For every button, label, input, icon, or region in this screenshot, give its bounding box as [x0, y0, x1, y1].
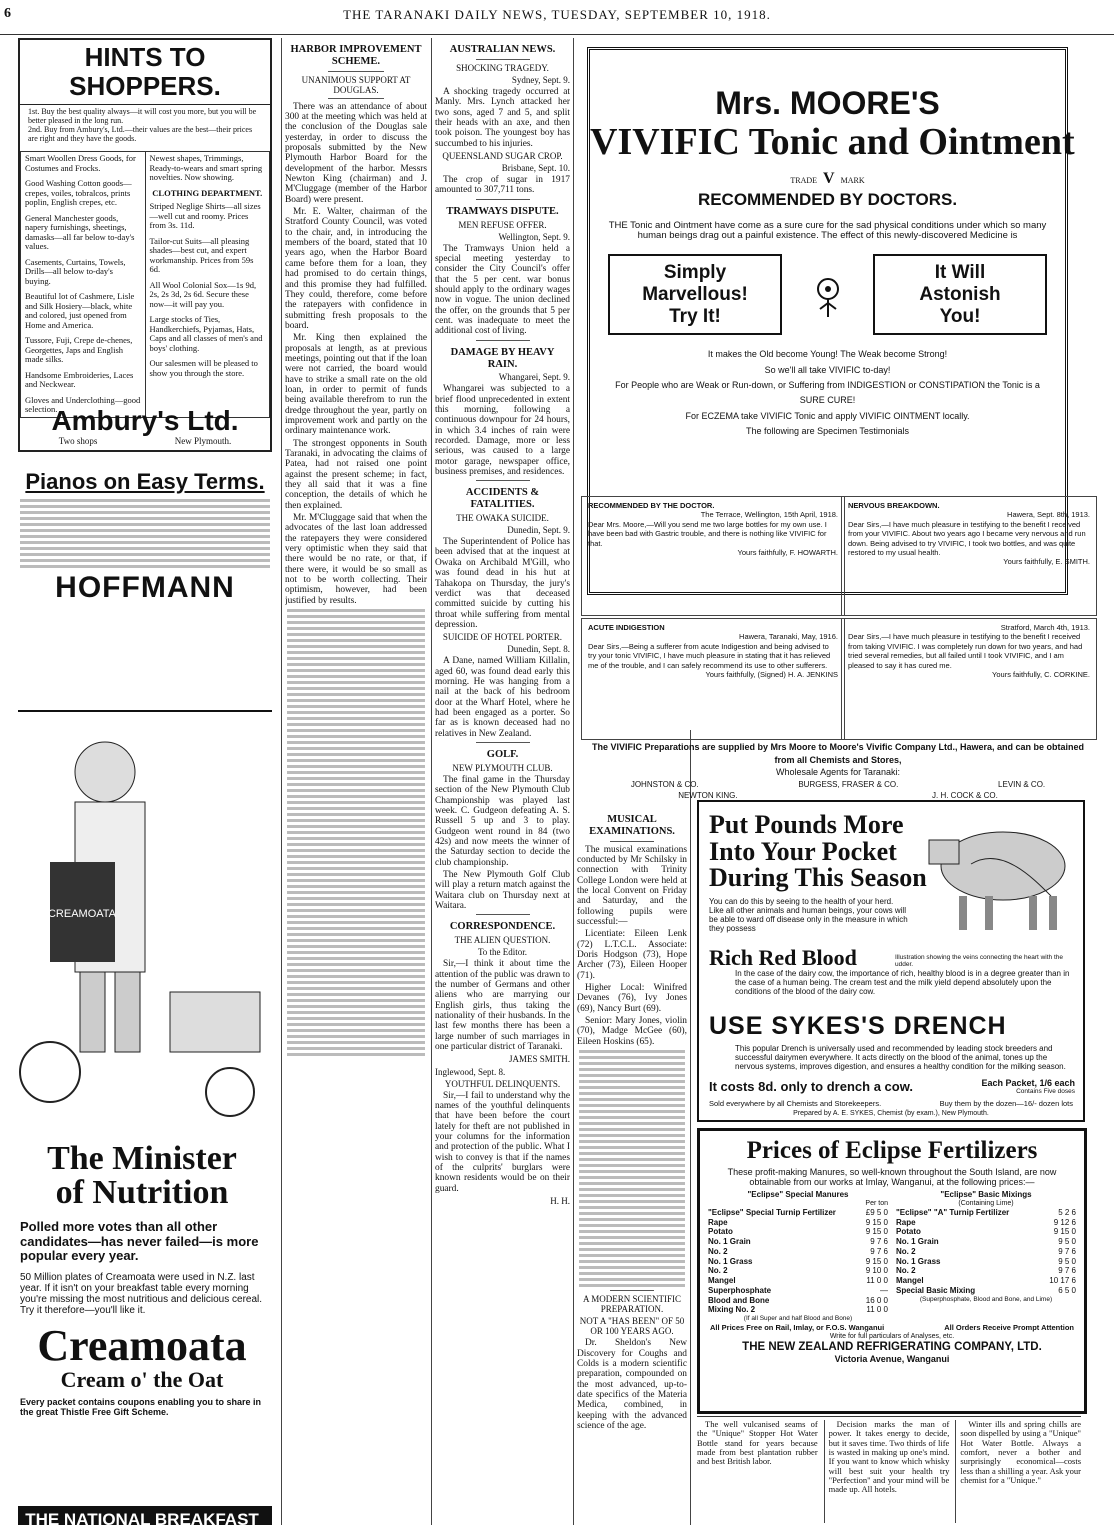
sykes-sold — [709, 1100, 1073, 1108]
packet-text: Every packet contains coupons enabling you to share in the great Thistle Free Gift Scheme. — [20, 1397, 262, 1418]
bottom-adverts — [697, 1416, 1081, 1525]
fertilizer-name: Rape — [896, 1217, 916, 1227]
claim-line: You! — [939, 305, 981, 327]
packet-price — [981, 1078, 1075, 1095]
fertilizer-name: No. 2 — [896, 1266, 916, 1276]
price-rows — [896, 1208, 1076, 1296]
price-list — [18, 499, 272, 568]
article-paragraph: Higher Local: Winifred Devanes (76), Ivy Jones (69), Nancy Burt (69). — [577, 982, 687, 1014]
article-subhead: UNANIMOUS SUPPORT AT DOUGLAS. — [301, 74, 411, 95]
hint-heading: CLOTHING DEPARTMENT. — [152, 187, 263, 198]
fertilizer-price: 10 17 6 — [1049, 1276, 1076, 1286]
per-ton-label: Per ton — [865, 1200, 888, 1208]
article-paragraph: Senior: Mary Jones, violin (70), Madge McGee (60), Eileen Hoskins (65). — [577, 1016, 687, 1047]
use-sykes-drench: USE SYKES'S DRENCH — [709, 1012, 1007, 1040]
trade-mark: TRADE V MARK — [790, 169, 865, 187]
creamoata-ad — [18, 710, 272, 1525]
article-subhead: NOT A "HAS BEEN" OF 50 OR 100 YEARS AGO. — [579, 1316, 685, 1337]
masthead — [0, 0, 1114, 35]
price-row — [708, 1305, 888, 1315]
testimonial-body: Dear Sirs,—I have much pleasure in testifying to the benefit I received from taking VIVIFIC. I was completely run down for two years, and had tried several remedies, but all failed until I took VIVIFIC, and I am pleased to say it has cured me. — [848, 632, 1083, 670]
table-note: (Superphosphate, Blood and Bone, and Lime) — [919, 1295, 1053, 1303]
salutation: To the Editor. — [477, 947, 528, 958]
article-subhead: QUEENSLAND SUGAR CROP. — [442, 150, 563, 161]
fertilizer-price: 11 0 0 — [866, 1305, 888, 1315]
vivific-suppliers — [581, 741, 1095, 801]
fertilizer-name: Special Basic Mixing — [896, 1285, 976, 1295]
price-row — [708, 1208, 888, 1218]
minister-headline — [18, 1142, 272, 1210]
fertilizer-name: "Eclipse" Special Turnip Fertilizer — [708, 1207, 836, 1217]
dateline: Dunedin, Sept. 8. — [507, 644, 570, 655]
fertilizer-name: No. 2 — [708, 1246, 728, 1256]
agents-heading: Wholesale Agents for Taranaki: — [776, 767, 900, 778]
cow-illustration — [911, 806, 1077, 940]
fertilizer-price: — — [880, 1285, 888, 1295]
headline-line: Into Your Pocket — [709, 836, 897, 866]
national-breakfast-banner: THE NATIONAL BREAKFAST — [18, 1506, 272, 1525]
headline-line: Put Pounds More — [709, 810, 904, 839]
fertilizer-price: 16 0 0 — [865, 1295, 888, 1305]
dateline: Dunedin, Sept. 9. — [507, 525, 570, 536]
vivific-headline: VIVIFIC Tonic and Ointment — [590, 120, 1075, 163]
article-headline: ACCIDENTS & FATALITIES. — [465, 487, 540, 511]
signature: H. H. — [550, 1196, 570, 1207]
hint-item: General Manchester goods, napery furnishings, sheetings, damasks—all far below to-day's values. — [25, 212, 135, 252]
fertilizer-price: 9 12 6 — [1053, 1217, 1076, 1227]
supplied-line: The VIVIFIC Preparations are supplied by Mrs Moore to Moore's Vivific Company Ltd., Hawera, and can be obtained from all Chemists and Stores, — [591, 742, 1085, 765]
price-row — [896, 1227, 1076, 1237]
price-row — [896, 1218, 1076, 1228]
benefit-line: It makes the Old become Young! The Weak become Strong! — [707, 349, 948, 360]
hoffmann-brand: HOFFMANN — [55, 570, 235, 604]
page-number: 6 — [4, 6, 11, 21]
claim-line: Astonish — [919, 283, 1001, 305]
recommended-line: RECOMMENDED BY DOCTORS. — [697, 189, 958, 209]
hint-item: Tussore, Fuji, Crepe de-chenes, Georgettes, Japs and English made silks. — [25, 335, 133, 365]
pianos-ad — [18, 470, 272, 604]
fertilizer-price: 6 5 0 — [1058, 1285, 1076, 1295]
mark-label: MARK — [840, 175, 865, 185]
article-headline: TRAMWAYS DISPUTE. — [446, 205, 559, 217]
price-row — [896, 1266, 1076, 1276]
article-paragraph: Whangarei was subjected to a brief flood unprecedented in extent this morning, following a continuous downpour for 24 hours, in which 3.4 inches of rain were recorded. Damage, more or less serious, was caused to a large motor garage, newspaper office, business premises, and residences. — [435, 384, 570, 478]
fertilizer-name: Potato — [896, 1227, 921, 1237]
article-paragraph: Mr. M'Cluggage said that when the advocates of the last loan addressed the ratepayers they were considered very optimistic when they said that there would be no rate, or that, if there were, it would be so small as not to be worth collecting. Their optimism, however, had been justified by results. — [285, 513, 427, 606]
hint-rule: 1st. Buy the best quality always—it will cost you more, but you will be better pleased in the long run. — [28, 107, 257, 126]
vivific-mrs-moore: Mrs. MOORE'S — [715, 85, 940, 121]
article-paragraph: The Tramways Union held a special meeting yesterday to consider the City Council's offer that the 5 per cent. war bonus should apply to the ordinary wages now in vogue. The union declined the offer, on the grounds that 5 per cent. was inadequate to meet the additional cost of living. — [435, 243, 570, 337]
column-3 — [435, 38, 570, 1525]
fertilizer-name: Mixing No. 2 — [708, 1305, 756, 1315]
hints-rules — [20, 105, 270, 147]
column-rule — [573, 38, 574, 1525]
eclipse-subtitle: These profit-making Manures, so well-known throughout the South Island, are now obtainable from our works at Imlay, Wanganui, at the following prices:— — [727, 1167, 1057, 1188]
sykes-headline — [709, 812, 927, 892]
trade-label: TRADE — [790, 175, 818, 185]
fertilizer-price: 5 2 6 — [1058, 1207, 1076, 1217]
price-row — [708, 1276, 888, 1286]
price-row — [896, 1276, 1076, 1286]
ambury-brand-block — [20, 405, 270, 446]
testimonial — [581, 496, 845, 616]
article-subhead: SHOCKING TRAGEDY. — [456, 62, 549, 73]
hint-item: All Wool Colonial Sox—1s 9d, 2s, 2s 3d, 2s 6d. Secure these now—it will pay you. — [149, 279, 257, 309]
testimonial-place: Stratford, March 4th, 1913. — [1000, 623, 1090, 632]
testimonial-heading: ACUTE INDIGESTION — [588, 623, 665, 632]
eclipse-title: Prices of Eclipse Fertilizers — [746, 1137, 1038, 1164]
plates-text: 50 Million plates of Creamoata were used in N.Z. last year. If it isn't on your breakfast table every morning you're missing the most nutritious and delicious cereal. Try it therefore—you'll like it. — [20, 1271, 263, 1317]
boy-illustration — [18, 712, 270, 1142]
article-paragraph: Sir,—I fail to understand why the names of the youthful delinquents that have been before the court lately for theft are not published in your columns for the information and protection of the public. What I wish to convey is that if the names of the culprits' burglars were known residents would be on their guard. — [435, 1090, 570, 1194]
ambury-brand: Ambury's Ltd. — [51, 404, 239, 436]
write-note: Write for full particulars of Analyses, etc. — [829, 1332, 955, 1340]
fertilizer-price: 9 15 0 — [1053, 1227, 1076, 1237]
agent: BURGESS, FRASER & CO. — [798, 779, 899, 789]
benefit-line: So we'll all take VIVIFIC to-day! — [764, 364, 891, 375]
claim-line: Try It! — [669, 305, 721, 327]
hints-title: HINTS TO SHOPPERS. — [20, 40, 270, 105]
hints-to-shoppers-ad — [18, 38, 272, 452]
article-subhead: NEW PLYMOUTH CLUB. — [452, 762, 553, 773]
column-rule — [281, 38, 282, 1525]
hint-item: Smart Woollen Dress Goods, for Costumes and Frocks. — [25, 153, 136, 173]
column-rule — [431, 38, 432, 1525]
fertilizer-name: Blood and Bone — [708, 1295, 770, 1305]
article-headline: DAMAGE BY HEAVY RAIN. — [450, 346, 555, 370]
section-headline: AUSTRALIAN NEWS. — [449, 44, 556, 55]
special-manures-table — [708, 1191, 888, 1322]
article-paragraph: The strongest opponents in South Taranaki, in advocating the claims of Patea, had not raised one point against the present scheme; in fact, they all said that it was a fine conception, the details of which he then explained. — [285, 438, 427, 511]
cow-caption: Illustration showing the veins connecting the heart with the udder. — [895, 954, 1064, 969]
prices-note: All Prices Free on Rail, Imlay, or F.O.S. Wanganui — [710, 1323, 885, 1333]
packet-price-line: Each Packet, 1/6 each — [981, 1078, 1075, 1088]
fertilizer-price: 9 7 6 — [870, 1246, 888, 1256]
headline-line: During This Season — [709, 863, 927, 893]
agent: J. H. COCK & CO. — [932, 790, 998, 800]
column-rule — [690, 730, 691, 1525]
fertilizer-name: No. 1 Grass — [896, 1256, 941, 1266]
hint-item: Handsome Embroideries, Laces and Neckwear. — [25, 369, 134, 390]
testimonial-signature: Yours faithfully, F. HOWARTH. — [737, 547, 838, 557]
article-paragraph: The crop of sugar in 1917 amounted to 307,711 tons. — [435, 175, 570, 196]
fertilizer-price: 9 5 0 — [1058, 1237, 1076, 1247]
article-paragraph: The Superintendent of Police has been advised that at the inquest at Owaka on Archibald M'Gill, who was found dead in his hut at Tahakopa on Thursday, the jury's verdict was that deceased committed suicide by cutting his throat while suffering from mental depression. — [435, 537, 570, 630]
article-paragraph: A Dane, named William Killalin, aged 60, was found dead early this morning. He was hanging from a nail at the back of his bedroom door at the Wharf Hotel, where he had been engaged as a porter. So far as is known deceased had no relatives in New Zealand. — [435, 656, 570, 739]
hint-item: Good Washing Cotton goods—crepes, voiles, tobralcos, prints poplin, English crepes, etc. — [25, 178, 132, 208]
fertilizer-name: Mangel — [708, 1276, 736, 1286]
fertilizer-name: Superphosphate — [708, 1285, 772, 1295]
column-2 — [285, 38, 427, 1525]
dateline: Wellington, Sept. 9. — [498, 231, 570, 242]
article-subhead: THE ALIEN QUESTION. — [454, 935, 551, 946]
testimonial-body: Dear Sirs,—Being a sufferer from acute Indigestion and being advised to try your tonic VIVIFIC, I have much pleasure in stating that it has relieved me of the trouble, and I can safely recommend its use to other sufferers. — [588, 641, 831, 670]
orders-note: All Orders Receive Prompt Attention — [944, 1323, 1074, 1333]
testimonial-signature: Yours faithfully, E. SMITH. — [1003, 557, 1090, 567]
newspaper-title: THE TARANAKI DAILY NEWS, TUESDAY, SEPTEMBER 10, 1918. — [343, 7, 771, 22]
hint-item: Beautiful lot of Cashmere, Lisle and Silk Hosiery—black, white and colored, just opened from Home and America. — [25, 291, 135, 330]
article-paragraph: Sir,—I think it about time the attention of the public was drawn to the number of Germans and other aliens who are marrying our English girls, thus taking the nationality of their husbands. In the last few months there has been a large number of such marriages in one particular district of Taranaki. — [435, 959, 570, 1053]
ambury-town: New Plymouth. — [174, 435, 232, 446]
fertilizer-price: £9 5 0 — [865, 1207, 888, 1217]
fertilizer-name: No. 1 Grain — [708, 1237, 751, 1247]
sykes-popular: This popular Drench is universally used and recommended by leading stock breeders and successful dairymen everywhere. It acts directly on the blood of the animal, tones up the nervous systems, improves digestion, and ensures a healthy condition for the milking season. — [735, 1044, 1066, 1071]
costs-8d: It costs 8d. only to drench a cow. — [709, 1079, 913, 1094]
fertilizer-price: 9 7 6 — [1058, 1266, 1076, 1276]
testimonial-signature: Yours faithfully, (Signed) H. A. JENKINS — [705, 669, 838, 679]
basic-mixings-table — [896, 1191, 1076, 1322]
testimonial — [841, 496, 1097, 616]
vivific-claims — [590, 248, 1065, 342]
column-1 — [18, 38, 272, 1525]
hint-item: Gloves and Underclothing—good selection. — [25, 394, 141, 415]
benefit-line: For ECZEMA take VIVIFIC Tonic and apply VIVIFIC OINTMENT locally. — [685, 410, 970, 421]
fertilizer-name: Rape — [708, 1217, 728, 1227]
table-note: (If all Super and half Blood and Bone) — [743, 1315, 853, 1323]
vivific-benefits — [590, 341, 1065, 445]
hints-right-column — [145, 152, 270, 418]
dozen-line: Buy them by the dozen—16/- dozen lots — [939, 1099, 1073, 1108]
testimonial-heading: RECOMMENDED BY THE DOCTOR. — [588, 501, 715, 510]
article-paragraph: Dr. Sheldon's New Discovery for Coughs and Colds is a modern scientific preparation, compounded on the most advanced, up-to-date specifics of the Materia Medica, combined, in keeping with the advanced science of the age. — [577, 1338, 687, 1432]
testimonial — [581, 618, 845, 740]
hints-left-column — [21, 152, 146, 418]
headline-line: of Nutrition — [55, 1174, 229, 1211]
table-heading: "Eclipse" Basic Mixings — [940, 1190, 1032, 1200]
headline-line: The Minister — [47, 1140, 237, 1177]
dateline: Brisbane, Sept. 10. — [501, 163, 570, 174]
testimonial-signature: Yours faithfully, C. CORKINE. — [992, 669, 1090, 679]
hint-item: Our salesmen will be pleased to show you through the store. — [149, 358, 258, 378]
claim-line: Simply — [663, 261, 727, 283]
hint-item: Casements, Curtains, Towels, Drills—all below to-day's buying. — [25, 256, 126, 286]
cream-of-the-oat: Cream o' the Oat — [60, 1367, 224, 1393]
eclipse-terms — [700, 1324, 1084, 1332]
testimonial-place: The Terrace, Wellington, 15th April, 1918. — [700, 510, 838, 520]
hint-rule: 2nd. Buy from Ambury's, Ltd.—their values are the best—their prices are right and they have the goods. — [28, 125, 253, 144]
article-paragraph: There was an attendance of about 300 at the meeting which was held at the conclusion of the Douglas sale yesterday, in order to discuss the proposals submitted by the New Plymouth Harbor Board for the development of the harbor. Messrs Newton King (chairman) and J. M'Cluggage (member of the Harbor Board) were present. — [285, 101, 427, 205]
dateline: Sydney, Sept. 9. — [511, 74, 570, 85]
vivific-intro: THE Tonic and Ointment have come as a sure cure for the sad physical conditions under which so many human beings drag out a painful existence. The effect of this newly-discovered Medicine is — [608, 219, 1047, 242]
article-subhead: SUICIDE OF HOTEL PORTER. — [442, 632, 563, 643]
testimonial-place: Hawera, Sept. 8th, 1913. — [1007, 510, 1090, 520]
eclipse-fertilizers-ad — [697, 1128, 1087, 1414]
article-subhead: THE OWAKA SUICIDE. — [456, 512, 549, 523]
unique-winter-ad: Winter ills and spring chills are soon dispelled by using a "Unique" Hot Water Bottle. Always a comfort, never a bother and surprisingly economical—costs less than a shilling a year. Ask your chemist for a "Unique." — [955, 1420, 1081, 1523]
table-subheading: (Containing Lime) — [958, 1200, 1014, 1208]
article-subhead: YOUTHFUL DELINQUENTS. — [444, 1078, 561, 1089]
creamoata-box-label: CREAMOATA — [47, 908, 117, 920]
fertilizer-name: No. 2 — [708, 1266, 728, 1276]
testimonial-heading: NERVOUS BREAKDOWN. — [848, 501, 940, 510]
agent: JOHNSTON & CO. — [630, 779, 699, 789]
agent: LEVIN & CO. — [998, 779, 1046, 789]
price-row — [708, 1227, 888, 1237]
article-subhead: MEN REFUSE OFFER. — [458, 219, 547, 230]
musical-examinations-column — [577, 808, 687, 1525]
article-paragraph: The musical examinations conducted by Mr Schilsky in connection with Trinity College London were held at the local Convent on Friday and Saturday, and the following pupils were successful:— — [577, 844, 687, 927]
fertilizer-price: 9 7 6 — [1058, 1246, 1076, 1256]
fertilizer-name: No. 1 Grain — [896, 1237, 939, 1247]
dateline: Whangarei, Sept. 9. — [498, 372, 570, 383]
rich-red-blood: Rich Red Blood — [709, 945, 857, 970]
eclipse-price-tables — [700, 1189, 1084, 1324]
creamoata-brand: Creamoata — [37, 1321, 247, 1371]
claim-line: Marvellous! — [642, 283, 748, 305]
fertilizer-price: 9 10 0 — [865, 1266, 888, 1276]
pianos-title: Pianos on Easy Terms. — [25, 469, 265, 494]
fertilizer-price: 9 15 0 — [865, 1227, 888, 1237]
fertilizer-price: 9 15 0 — [865, 1256, 888, 1266]
benefit-line: For People who are Weak or Run-down, or Suffering from INDIGESTION or CONSTIPATION the Tonic is a SURE CURE! — [615, 379, 1040, 406]
article-headline: GOLF. — [486, 749, 519, 761]
article-paragraph: A shocking tragedy occurred at Manly. Mrs. Lynch attacked her two sons, aged 7 and 5, and split their heads with an axe, and then took poison. The youngest boy has succumbed to his injuries. — [435, 86, 570, 149]
price-row — [896, 1286, 1076, 1296]
fertilizer-price: 11 0 0 — [866, 1276, 888, 1286]
perfection-whisky-ad: Decision marks the man of power. It takes energy to decide, but it saves time. Two thirds of life is wasted in making up one's mind. If you want to know which whisky will best suit your health try "Perfection" and your mind will be made up. All hotels. — [824, 1420, 950, 1523]
hint-item: Large stocks of Ties, Handkerchiefs, Pyjamas, Hats, Caps and all classes of men's and boys' clothing. — [149, 314, 263, 353]
article-paragraph: Mr. E. Walter, chairman of the Stratford County Council, was voted to the chair, and, in introducing the members of the board, stated that 10 years ago, when the Harbor Board came before them for a loan, they had promised to do certain things, and this promise they had fulfilled. They could, therefore, come before the ratepayers with confidence in submitting fresh proposals to the board. — [285, 207, 427, 331]
article-paragraph: The final game in the Thursday section of the New Plymouth Club Championship was played last week. C. Gudgeon defeating A. S. Russell 5 up and 3 to play. Gudgeon went round in 84 (two 42s) and now meets the winner of the Saturday section to decide the club championship. — [435, 774, 570, 868]
price-row — [708, 1237, 888, 1247]
article-paragraph: The New Plymouth Golf Club will play a return match against the Waitara club on Thursday next at Waitara. — [435, 870, 570, 912]
company-name: THE NEW ZEALAND REFRIGERATING COMPANY, LTD. — [742, 1340, 1042, 1353]
article-headline: MUSICAL EXAMINATIONS. — [589, 814, 675, 837]
testimonial-body: Dear Mrs. Moore,—Will you send me two large bottles for my own use. I have been bad with Gastric trouble, and there is nothing like VIVIFIC for that. — [588, 519, 827, 548]
flower-ornament-icon — [808, 271, 848, 319]
price-rows — [708, 1208, 888, 1315]
fertilizer-price: 9 7 6 — [870, 1237, 888, 1247]
testimonial-place: Hawera, Taranaki, May, 1916. — [739, 632, 838, 642]
price-row — [896, 1208, 1076, 1218]
agent: NEWTON KING. — [678, 790, 738, 800]
price-row — [896, 1247, 1076, 1257]
simply-marvellous-box — [608, 254, 782, 336]
price-row — [708, 1286, 888, 1296]
article-paragraph: Mr. King then explained the proposals at length, as at previous meetings, pointing out that if the loan were not carried, the board would have to strike a small rate on the old loan, in order to permit of funds being available therefrom to run the dredge throughout the year, partly on improvement work and partly on the ordinary maintenance work. — [285, 333, 427, 437]
ambury-shops: Two shops — [58, 435, 98, 446]
unique-bottle-ad: The well vulcanised seams of the "Unique" Stopper Hot Water Bottle stand for years because made from best plantation rubber and best British labor. — [697, 1419, 818, 1467]
price-row — [708, 1257, 888, 1267]
hint-item: Newest shapes, Trimmings, Ready-to-wears and smart spring novelties. Now showing. — [149, 153, 263, 183]
fertilizer-name: No. 1 Grass — [708, 1256, 753, 1266]
company-address: Victoria Avenue, Wanganui — [834, 1353, 950, 1364]
fertilizer-name: "Eclipse" "A" Turnip Fertilizer — [896, 1207, 1010, 1217]
article-headline: HARBOR IMPROVEMENT SCHEME. — [290, 44, 422, 67]
fertilizer-price: 9 5 0 — [1058, 1256, 1076, 1266]
dateline: Inglewood, Sept. 8. — [435, 1066, 506, 1077]
hint-item: Striped Neglige Shirts—all sizes—well cut and roomy. Prices from 3s. 11d. — [149, 201, 261, 231]
table-heading: "Eclipse" Special Manures — [747, 1190, 849, 1200]
signature: JAMES SMITH. — [508, 1054, 570, 1065]
article-headline: CORRESPONDENCE. — [449, 921, 556, 933]
hint-item: Tailor-cut Suits—all pleasing shades—best cut, and expert workmanship. Prices from 59s 6d. — [149, 235, 254, 275]
benefit-line: The following are Specimen Testimonials — [746, 425, 909, 436]
article-subhead: A MODERN SCIENTIFIC PREPARATION. — [582, 1294, 681, 1315]
sykes-drench-ad — [697, 800, 1085, 1122]
price-row — [708, 1218, 888, 1228]
fertilizer-name: No. 2 — [896, 1246, 916, 1256]
fertilizer-name: Potato — [708, 1227, 733, 1237]
testimonial — [841, 618, 1097, 740]
testimonial-body: Dear Sirs,—I have much pleasure in testifying to the benefit I received from your VIVIFIC. About two years ago I became very nervous and run down. Being advised to try VIVIFIC, I took two bottles, and was quite restored to my usual health. — [848, 519, 1086, 557]
sykes-intro: You can do this by seeing to the health of your herd. Like all other animals and human beings, your cows will be able to ward off disease only in the measure in which they possess — [709, 897, 908, 933]
sold-line: Sold everywhere by all Chemists and Storekeepers. — [709, 1099, 882, 1108]
fertilizer-price: 9 15 0 — [865, 1217, 888, 1227]
sykes-body: In the case of the dairy cow, the importance of rich, healthy blood is in a degree greater than in the case of a human being. The cream test and the milk yield depend absolutely upon the conditions of the blood of the dairy cow. — [735, 969, 1070, 996]
article-paragraph: Licentiate: Eileen Lenk (72) L.T.C.L. Associate: Doris Hodgson (73), Hope Archer (73), Eileen Hooper (71). — [577, 929, 687, 981]
it-will-astonish-box — [873, 254, 1047, 336]
fertilizer-name: Mangel — [896, 1276, 924, 1286]
hints-table — [20, 151, 270, 418]
packet-doses-line: Contains Five doses — [1016, 1088, 1075, 1096]
price-row — [896, 1257, 1076, 1267]
price-row — [708, 1296, 888, 1306]
price-row — [708, 1266, 888, 1276]
price-row — [896, 1237, 1076, 1247]
price-row — [708, 1247, 888, 1257]
claim-line: It Will — [934, 261, 986, 283]
sykes-prepared: Prepared by A. E. SYKES, Chemist (by exam.), New Plymouth. — [793, 1110, 989, 1117]
polled-text: Polled more votes than all other candidates—has never failed—is more popular every year. — [20, 1219, 259, 1264]
